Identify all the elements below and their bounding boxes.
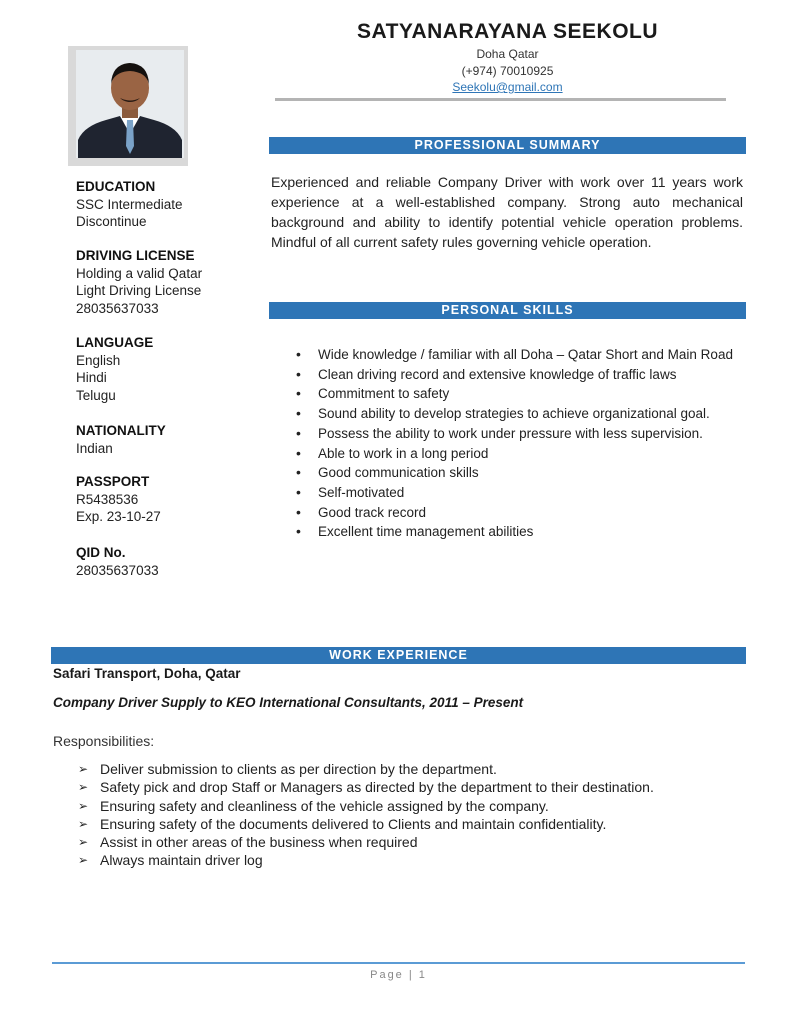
driving-license-block xyxy=(76,247,202,317)
responsibility-item: ➢ Deliver submission to clients as per direction by the department. xyxy=(78,760,758,778)
education-line: SSC Intermediate xyxy=(76,196,183,212)
candidate-name: SATYANARAYANA SEEKOLU xyxy=(356,20,659,43)
passport-number: R5438536 xyxy=(76,491,139,507)
education-block xyxy=(76,178,183,231)
responsibilities-list xyxy=(78,760,758,870)
phone-number: (+974) 70010925 xyxy=(461,64,554,78)
language-item: Telugu xyxy=(76,387,116,403)
skill-item: • Good communication skills xyxy=(296,463,746,483)
skill-item: • Excellent time management abilities xyxy=(296,522,746,542)
professional-summary-heading: PROFESSIONAL SUMMARY xyxy=(269,137,746,154)
skill-item: • Good track record xyxy=(296,503,746,523)
skill-item: • Possess the ability to work under pressure with less supervision. xyxy=(296,424,746,444)
education-heading: EDUCATION xyxy=(76,179,156,194)
professional-summary-text: Experienced and reliable Company Driver with work over 11 years work experience at a well-established company. Strong auto mechanical background and ability to identify potential vehicle operation problems. Mindful of all current safety rules governing vehicle operation. xyxy=(271,174,743,250)
responsibility-item: ➢ Always maintain driver log xyxy=(78,851,758,869)
skills-list xyxy=(296,345,746,542)
driving-license-number: 28035637033 xyxy=(76,300,159,316)
profile-photo xyxy=(76,50,184,158)
qid-number: 28035637033 xyxy=(76,562,159,578)
job-title: Company Driver Supply to KEO International Consultants, 2011 – Present xyxy=(53,695,524,710)
employer-name: Safari Transport, Doha, Qatar xyxy=(53,666,241,681)
language-heading: LANGUAGE xyxy=(76,335,154,350)
qid-heading: QID No. xyxy=(76,545,126,560)
page-number: Page | 1 xyxy=(370,969,427,981)
driving-license-line: Holding a valid Qatar xyxy=(76,265,203,281)
work-experience-heading: WORK EXPERIENCE xyxy=(51,647,746,664)
skill-item: • Self-motivated xyxy=(296,483,746,503)
language-item: Hindi xyxy=(76,370,107,385)
nationality-heading: NATIONALITY xyxy=(76,423,166,438)
responsibility-item: ➢ Ensuring safety and cleanliness of the vehicle assigned by the company. xyxy=(78,797,758,815)
location: Doha Qatar xyxy=(476,47,539,61)
nationality-value: Indian xyxy=(76,440,113,456)
header-divider xyxy=(275,98,726,101)
skill-item: • Commitment to safety xyxy=(296,384,746,404)
skill-item: • Clean driving record and extensive knowledge of traffic laws xyxy=(296,365,746,385)
skill-item: • Wide knowledge / familiar with all Doha – Qatar Short and Main Road xyxy=(296,345,746,365)
language-block xyxy=(76,334,153,404)
passport-heading: PASSPORT xyxy=(76,474,150,489)
qid-block xyxy=(76,544,159,579)
driving-license-heading: DRIVING LICENSE xyxy=(76,248,195,263)
driving-license-line: Light Driving License xyxy=(76,283,202,298)
personal-skills-heading: PERSONAL SKILLS xyxy=(269,302,746,319)
person-portrait-icon xyxy=(76,50,184,158)
skill-item: • Sound ability to develop strategies to achieve organizational goal. xyxy=(296,404,746,424)
responsibility-item: ➢ Ensuring safety of the documents delivered to Clients and maintain confidentiality. xyxy=(78,815,758,833)
footer-divider xyxy=(52,962,745,964)
passport-block xyxy=(76,473,161,526)
responsibility-item: ➢ Assist in other areas of the business when required xyxy=(78,833,758,851)
passport-expiry: Exp. 23-10-27 xyxy=(76,509,161,524)
skill-item: • Able to work in a long period xyxy=(296,444,746,464)
responsibility-item: ➢ Safety pick and drop Staff or Managers as directed by the department to their destination. xyxy=(78,778,758,796)
email-link[interactable]: Seekolu@gmail.com xyxy=(452,80,563,94)
language-item: English xyxy=(76,352,121,368)
education-line: Discontinue xyxy=(76,214,147,229)
responsibilities-label: Responsibilities: xyxy=(53,733,155,749)
nationality-block xyxy=(76,422,166,457)
